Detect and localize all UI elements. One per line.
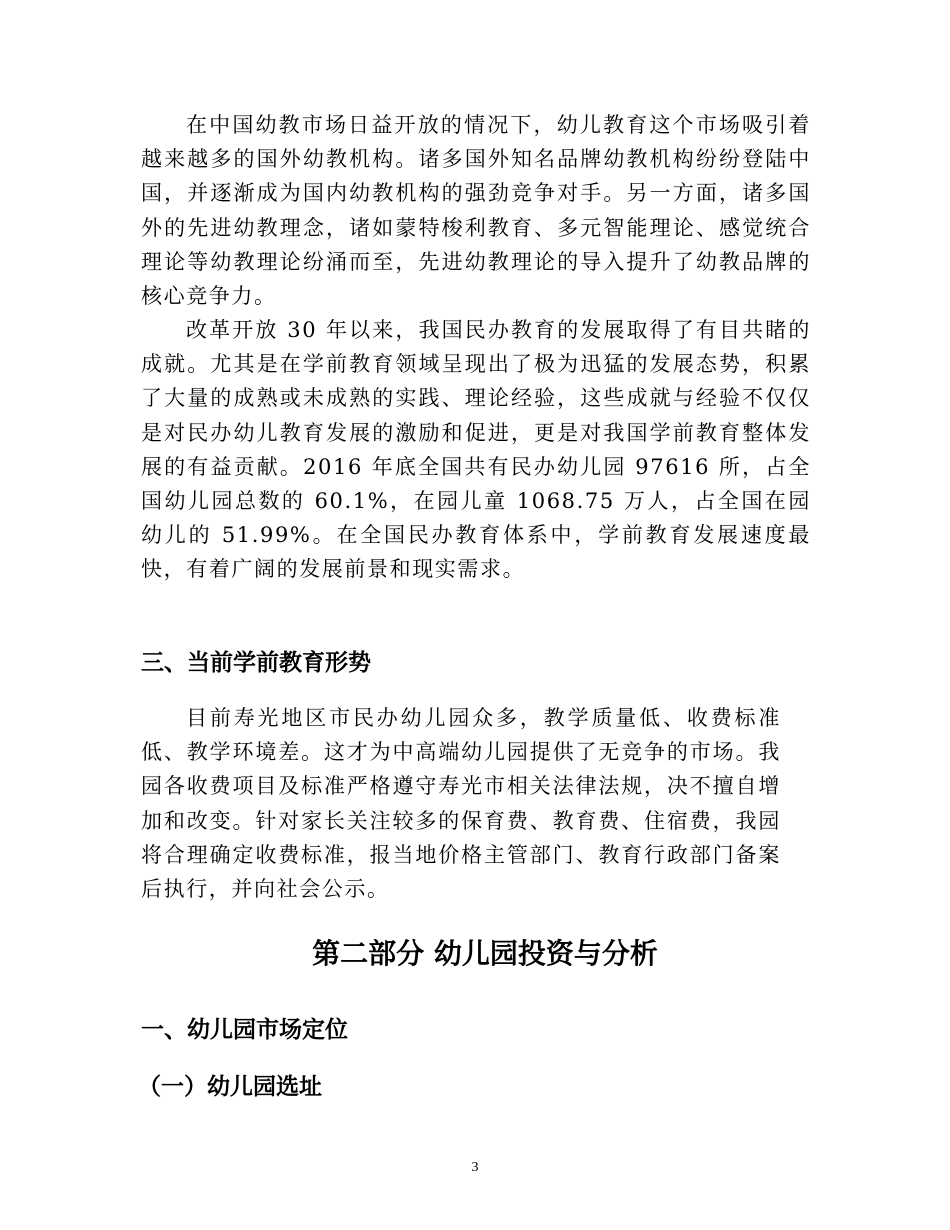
body-paragraph: 在中国幼教市场日益开放的情况下，幼儿教育这个市场吸引着越来越多的国外幼教机构。诸多国外知名品牌幼教机构纷纷登陆中国，并逐渐成为国内幼教机构的强劲竞争对手。另一方面，诸多国外的先进幼教理念，诸如蒙特梭利教育、多元智能理论、感觉统合理论等幼教理论纷涌而至，先进幼教理论的导入提升了幼教品牌的核心竞争力。 [141,113,811,309]
section-heading: 一、幼儿园市场定位 [141,1017,348,1043]
body-paragraph: 改革开放 30 年以来，我国民办教育的发展取得了有目共睹的成就。尤其是在学前教育领域呈现出了极为迅猛的发展态势，积累了大量的成熟或未成熟的实践、理论经验，这些成就与经验不仅仅是对民办幼儿教育发展的激励和促进，更是对我国学前教育整体发展的有益贡献。2016 年底全国共有民办幼儿园 97616 所，占全国幼儿园总数的 60.1%，在园儿童 1068.75 万人，占全国在园幼儿的 51.99%。在全国民办教育体系中，学前教育发展速度最快，有着广阔的发展前景和现实需求。 [141,318,811,582]
part-heading: 第二部分 幼儿园投资与分析 [312,937,658,970]
body-paragraph: 目前寿光地区市民办幼儿园众多，教学质量低、收费标准低、教学环境差。这才为中高端幼儿园提供了无竞争的市场。我园各收费项目及标准严格遵守寿光市相关法律法规，决不擅自增加和改变。针对家长关注较多的保育费、教育费、住宿费，我园将合理确定收费标准，报当地价格主管部门、教育行政部门备案后执行，并向社会公示。 [141,706,781,902]
page-number: 3 [471,1160,479,1175]
subsection-heading: （一）幼儿园选址 [138,1074,322,1100]
section-heading: 三、当前学前教育形势 [141,650,371,676]
